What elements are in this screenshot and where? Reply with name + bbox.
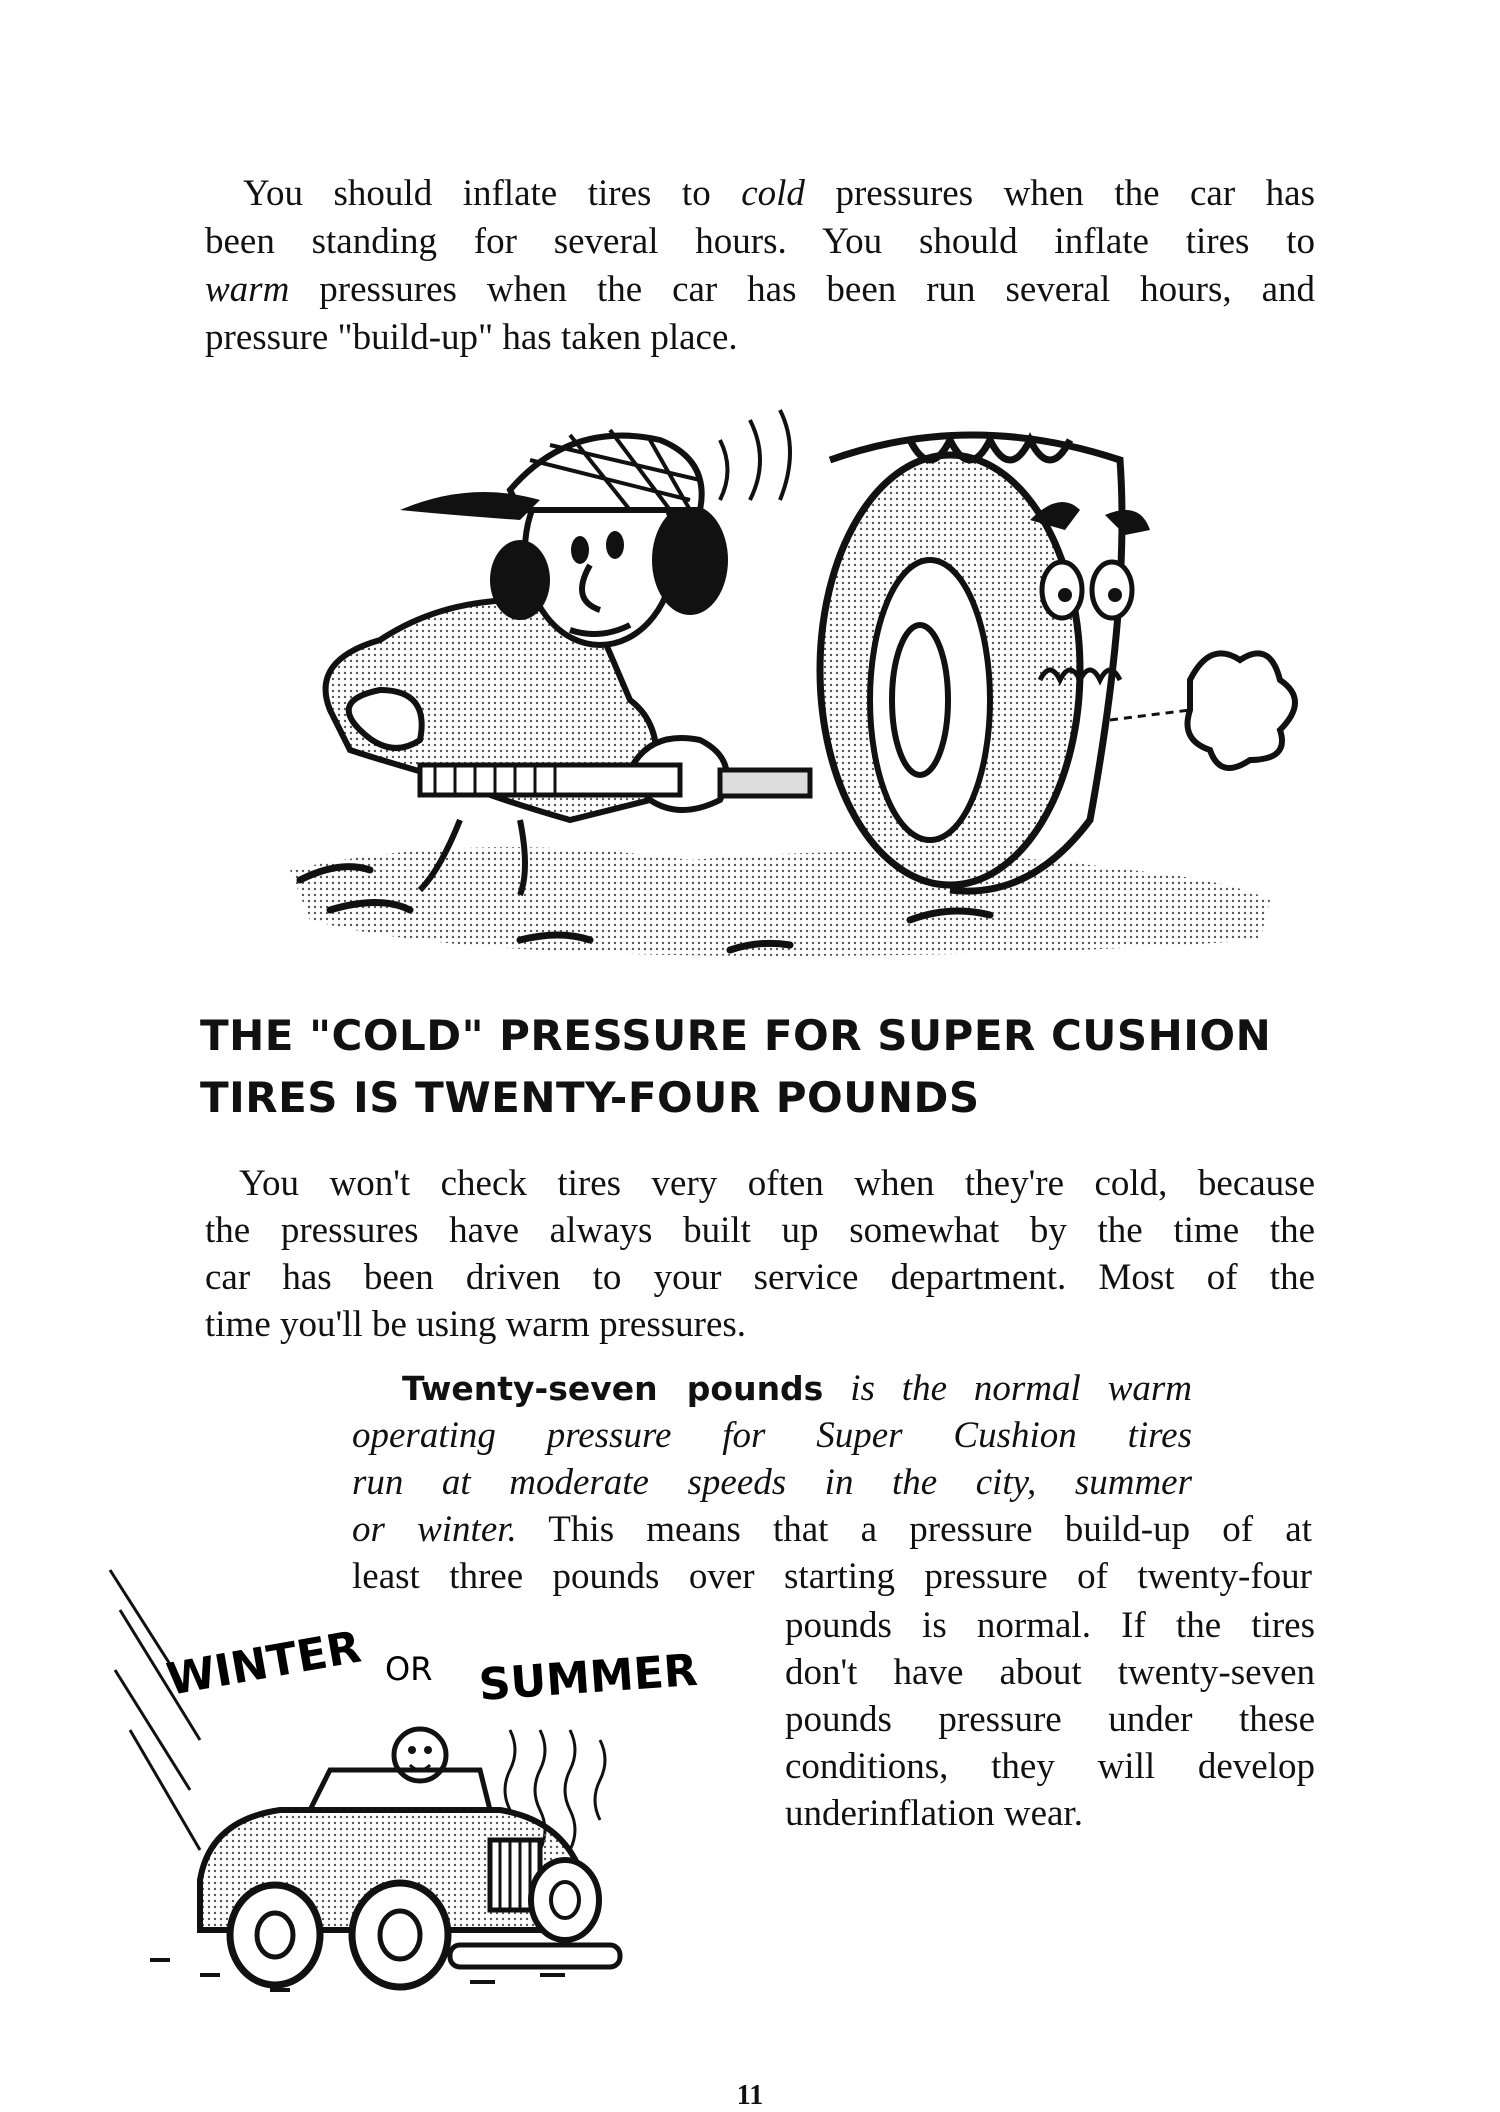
body-text: is the normal warm — [823, 1368, 1193, 1409]
body-text: the pressures have always built up somewhat by the time the — [205, 1210, 1315, 1251]
warm-pressure-paragraph-continued — [785, 1602, 1315, 1837]
body-text: pounds is normal. If the tires — [785, 1605, 1315, 1646]
intro-text: pressure "build-up" has taken place. — [205, 317, 738, 358]
body-text: operating pressure for Super Cushion tires — [352, 1415, 1192, 1456]
heading-line: THE "COLD" PRESSURE FOR SUPER CUSHION — [200, 1011, 1272, 1060]
bold-lead: Twenty-seven pounds — [402, 1369, 824, 1408]
cold-pressure-paragraph — [205, 1160, 1315, 1348]
intro-warm-word: warm — [205, 269, 290, 310]
intro-cold-word: cold — [741, 173, 805, 214]
body-text: car has been driven to your service department. Most of the — [205, 1257, 1315, 1298]
body-text: pounds pressure under these — [785, 1699, 1315, 1740]
summer-label: SUMMER — [477, 1644, 700, 1711]
body-text: don't have about twenty-seven — [785, 1652, 1315, 1693]
body-text: run at moderate speeds in the city, summer — [352, 1462, 1192, 1503]
body-text: You won't check tires very often when they're cold, because — [239, 1163, 1315, 1204]
tire-inflation-illustration — [270, 400, 1330, 980]
body-text: least three pounds over starting pressure of twenty-four — [352, 1556, 1312, 1597]
winter-or-summer-car-illustration — [110, 1550, 700, 1990]
page-number: 11 — [736, 2080, 764, 2111]
body-text: This means that a pressure build-up of at — [516, 1509, 1312, 1550]
intro-text: pressures when the car has — [804, 173, 1315, 214]
or-label: OR — [385, 1650, 433, 1688]
body-text: underinflation wear. — [785, 1793, 1083, 1834]
intro-paragraph — [205, 170, 1315, 362]
intro-text: pressures when the car has been run several hours, and — [289, 269, 1315, 310]
body-text: time you'll be using warm pressures. — [205, 1304, 747, 1345]
intro-text: You should inflate tires to — [243, 173, 742, 214]
intro-text: been standing for several hours. You should inflate tires to — [205, 221, 1315, 262]
body-text: conditions, they will develop — [785, 1746, 1315, 1787]
winter-label: WINTER — [163, 1621, 365, 1706]
heading-line: TIRES IS TWENTY-FOUR POUNDS — [200, 1073, 980, 1122]
body-text: or winter. — [352, 1509, 517, 1550]
section-heading — [200, 1005, 1340, 1129]
